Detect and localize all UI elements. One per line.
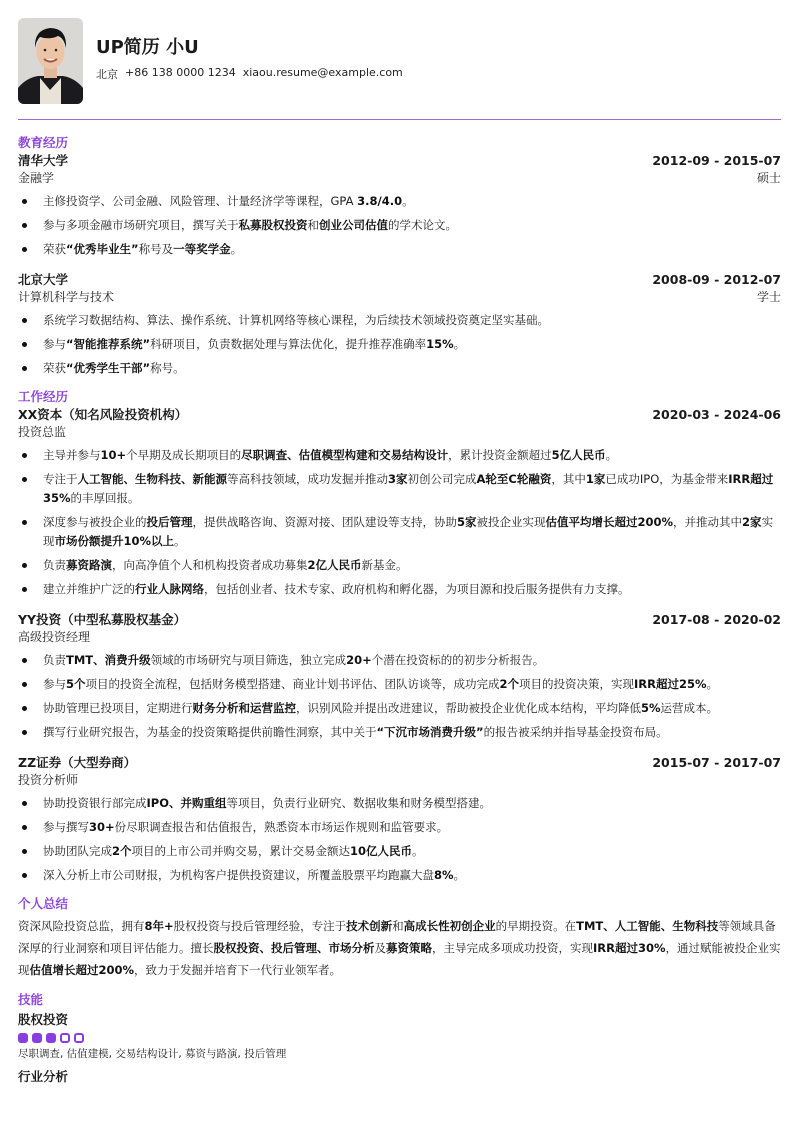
- emphasis-text: 估值平均增长超过200%: [545, 515, 674, 529]
- contact-city: 北京: [96, 68, 118, 81]
- entry: [18, 152, 781, 259]
- emphasis-text: 2个: [499, 677, 520, 691]
- emphasis-text: 8%: [434, 868, 454, 882]
- bullet-item: 参与撰写30+份尽职调查报告和估值报告，熟悉资本市场运作规则和监管要求。: [18, 818, 781, 837]
- section-title-work: 工作经历: [18, 389, 69, 404]
- skill-name: 股权投资: [18, 1012, 69, 1027]
- bullet-item: 主导并参与10+个早期及成长期项目的尽职调查、估值模型构建和交易结构设计，累计投资金额超过5亿人民币。: [18, 446, 781, 465]
- entry-subtitle: 投资分析师: [18, 773, 79, 787]
- entry-subheader-row: [18, 169, 781, 187]
- entry-header-row: [18, 406, 781, 423]
- emphasis-text: 高成长性初创企业: [403, 919, 496, 933]
- emphasis-text: 8年+: [144, 919, 174, 933]
- entry-header-row: [18, 152, 781, 169]
- entry-subheader-row: [18, 771, 781, 789]
- entry: [18, 611, 781, 742]
- summary-section: [18, 895, 781, 981]
- skill-level-rating: [18, 1033, 781, 1043]
- section-title-summary: 个人总结: [18, 896, 69, 911]
- entry-subtitle: 高级投资经理: [18, 630, 91, 644]
- skills-section: [18, 991, 781, 1086]
- entry-organization: XX资本（知名风险投资机构）: [18, 407, 188, 422]
- emphasis-text: TMT、消费升级: [66, 653, 151, 667]
- education-section: [18, 134, 781, 378]
- level-dot-filled: [32, 1033, 42, 1043]
- entry-subtitle: 计算机科学与技术: [18, 290, 115, 304]
- bullet-item: 协助投资银行部完成IPO、并购重组等项目，负责行业研究、数据收集和财务模型搭建。: [18, 794, 781, 813]
- emphasis-text: 15%: [426, 337, 454, 351]
- entry-organization: ZZ证券（大型券商）: [18, 755, 137, 770]
- emphasis-text: “智能推荐系统”: [66, 337, 151, 351]
- emphasis-text: 5亿人民币: [551, 448, 606, 462]
- section-title-skills: 技能: [18, 992, 44, 1007]
- entry-degree: 学士: [756, 290, 781, 304]
- header-divider: [18, 119, 781, 120]
- emphasis-text: IRR超过30%: [593, 941, 666, 955]
- emphasis-text: 5%: [641, 701, 661, 715]
- profile-photo: [18, 18, 83, 104]
- emphasis-text: 一等奖学金: [173, 242, 231, 256]
- level-dot-empty: [60, 1033, 70, 1043]
- emphasis-text: 财务分析和运营监控: [192, 701, 296, 715]
- bullet-list: [18, 651, 781, 742]
- bullet-item: 协助管理已投项目，定期进行财务分析和运营监控，识别风险并提出改进建议，帮助被投企业优化成本结构，平均降低5%运营成本。: [18, 699, 781, 718]
- bullet-item: 参与多项金融市场研究项目，撰写关于私募股权投资和创业公司估值的学术论文。: [18, 216, 781, 235]
- bullet-item: 负责募资路演，向高净值个人和机构投资者成功募集2亿人民币新基金。: [18, 556, 781, 575]
- entry-date-range: 2015-07 - 2017-07: [652, 755, 781, 770]
- bullet-item: 主修投资学、公司金融、风险管理、计量经济学等课程，GPA 3.8/4.0。: [18, 192, 781, 211]
- level-dot-filled: [18, 1033, 28, 1043]
- emphasis-text: 人工智能、生物科技、新能源: [77, 472, 227, 486]
- entry-date-range: 2012-09 - 2015-07: [652, 153, 781, 168]
- bullet-item: 专注于人工智能、生物科技、新能源等高科技领域，成功发掘并推动3家初创公司完成A轮至C轮融资，其中1家已成功IPO，为基金带来IRR超过35%的丰厚回报。: [18, 470, 781, 508]
- emphasis-text: 10亿人民币: [350, 844, 413, 858]
- emphasis-text: 30+: [89, 820, 115, 834]
- emphasis-text: 尽职调查、估值模型构建和交易结构设计: [241, 448, 449, 462]
- bullet-item: 参与“智能推荐系统”科研项目，负责数据处理与算法优化，提升推荐准确率15%。: [18, 335, 781, 354]
- entry-organization: 清华大学: [18, 153, 69, 168]
- work-section: [18, 388, 781, 885]
- entry-subtitle: 金融学: [18, 171, 55, 185]
- entry-date-range: 2017-08 - 2020-02: [652, 612, 781, 627]
- bullet-item: 荣获“优秀学生干部”称号。: [18, 359, 781, 378]
- emphasis-text: 估值增长超过200%: [29, 963, 135, 977]
- section-title-education: 教育经历: [18, 135, 69, 150]
- emphasis-text: 私募股权投资: [238, 218, 308, 232]
- entry: [18, 271, 781, 378]
- entry-subheader-row: [18, 628, 781, 646]
- emphasis-text: 股权投资、投后管理、市场分析: [213, 941, 375, 955]
- emphasis-text: 3家: [388, 472, 408, 486]
- emphasis-text: 募资路演: [66, 558, 112, 572]
- bullet-item: 撰写行业研究报告，为基金的投资策略提供前瞻性洞察，其中关于“下沉市场消费升级”的报告被采纳并指导基金投资布局。: [18, 723, 781, 742]
- bullet-item: 深度参与被投企业的投后管理，提供战略咨询、资源对接、团队建设等支持，协助5家被投企业实现估值平均增长超过200%，并推动其中2家实现市场份额提升10%以上。: [18, 513, 781, 551]
- emphasis-text: “下沉市场消费升级”: [376, 725, 484, 739]
- bullet-list: [18, 192, 781, 259]
- emphasis-text: IRR超过35%: [43, 472, 774, 505]
- emphasis-text: 2家: [742, 515, 762, 529]
- bullet-item: 协助团队完成2个项目的上市公司并购交易，累计交易金额达10亿人民币。: [18, 842, 781, 861]
- skill-tags: 尽职调查, 估值建模, 交易结构设计, 募资与路演, 投后管理: [18, 1048, 287, 1060]
- entry-date-range: 2008-09 - 2012-07: [652, 272, 781, 287]
- contact-email[interactable]: xiaou.resume@example.com: [242, 66, 403, 79]
- emphasis-text: 募资策略: [386, 941, 432, 955]
- candidate-name: UP简历 小U: [96, 37, 199, 58]
- entry-subheader-row: [18, 423, 781, 441]
- entry-degree: 硕士: [756, 171, 781, 185]
- level-dot-empty: [74, 1033, 84, 1043]
- bullet-item: 系统学习数据结构、算法、操作系统、计算机网络等核心课程，为后续技术领域投资奠定坚实基础。: [18, 311, 781, 330]
- emphasis-text: 3.8/4.0: [357, 194, 403, 208]
- emphasis-text: 20+: [346, 653, 372, 667]
- portrait-icon: [18, 18, 83, 104]
- emphasis-text: 1家: [585, 472, 606, 486]
- emphasis-text: IRR超过25%: [634, 677, 707, 691]
- entry-organization: 北京大学: [18, 272, 69, 287]
- emphasis-text: “优秀毕业生”: [66, 242, 139, 256]
- bullet-list: [18, 311, 781, 378]
- emphasis-text: 5个: [66, 677, 86, 691]
- entry-subheader-row: [18, 288, 781, 306]
- level-dot-filled: [46, 1033, 56, 1043]
- emphasis-text: TMT、人工智能、生物科技: [576, 919, 719, 933]
- emphasis-text: IPO、并购重组: [146, 796, 227, 810]
- entry-date-range: 2020-03 - 2024-06: [652, 407, 781, 422]
- emphasis-text: 投后管理: [146, 515, 193, 529]
- header-info: [96, 36, 403, 82]
- bullet-item: 负责TMT、消费升级领域的市场研究与项目筛选，独立完成20+个潜在投资标的的初步分析报告。: [18, 651, 781, 670]
- emphasis-text: 技术创新: [346, 919, 393, 933]
- emphasis-text: 创业公司估值: [319, 218, 388, 232]
- bullet-list: [18, 794, 781, 885]
- emphasis-text: 2个: [112, 844, 132, 858]
- emphasis-text: 10+: [100, 448, 127, 462]
- bullet-list: [18, 446, 781, 599]
- resume-header: [18, 18, 781, 104]
- entry-header-row: [18, 271, 781, 288]
- emphasis-text: “优秀学生干部”: [66, 361, 151, 375]
- contact-line: [96, 66, 403, 82]
- bullet-item: 荣获“优秀毕业生”称号及一等奖学金。: [18, 240, 781, 259]
- bullet-item: 参与5个项目的投资全流程，包括财务模型搭建、商业计划书评估、团队访谈等，成功完成2个项目的投资决策，实现IRR超过25%。: [18, 675, 781, 694]
- entry-organization: YY投资（中型私募股权基金）: [18, 612, 187, 627]
- emphasis-text: A轮至C轮融资: [476, 472, 552, 486]
- entry-subtitle: 投资总监: [18, 425, 67, 439]
- summary-text: 资深风险投资总监，拥有8年+股权投资与投后管理经验，专注于技术创新和高成长性初创企业的早期投资。在TMT、人工智能、生物科技等领域具备深厚的行业洞察和项目评估能力。擅长股权投资、投后管理、市场分析及募资策略，主导完成多项成功投资，实现IRR超过30%，通过赋能被投企业实现估值增长超过200%，致力于发掘并培育下一代行业领军者。: [18, 919, 781, 977]
- bullet-item: 深入分析上市公司财报，为机构客户提供投资建议，所覆盖股票平均跑赢大盘8%。: [18, 866, 781, 885]
- entry: [18, 406, 781, 599]
- entry-header-row: [18, 754, 781, 771]
- entry: [18, 754, 781, 885]
- emphasis-text: 5家: [457, 515, 477, 529]
- resume-page: [18, 18, 781, 1086]
- bullet-item: 建立并维护广泛的行业人脉网络，包括创业者、技术专家、政府机构和孵化器，为项目源和投后服务提供有力支撑。: [18, 580, 781, 599]
- contact-phone: +86 138 0000 1234: [125, 66, 236, 79]
- skill-name: 行业分析: [18, 1069, 69, 1084]
- emphasis-text: 2亿人民币: [307, 558, 362, 572]
- emphasis-text: 行业人脉网络: [135, 582, 204, 596]
- emphasis-text: 市场份额提升10%以上: [54, 534, 175, 548]
- entry-header-row: [18, 611, 781, 628]
